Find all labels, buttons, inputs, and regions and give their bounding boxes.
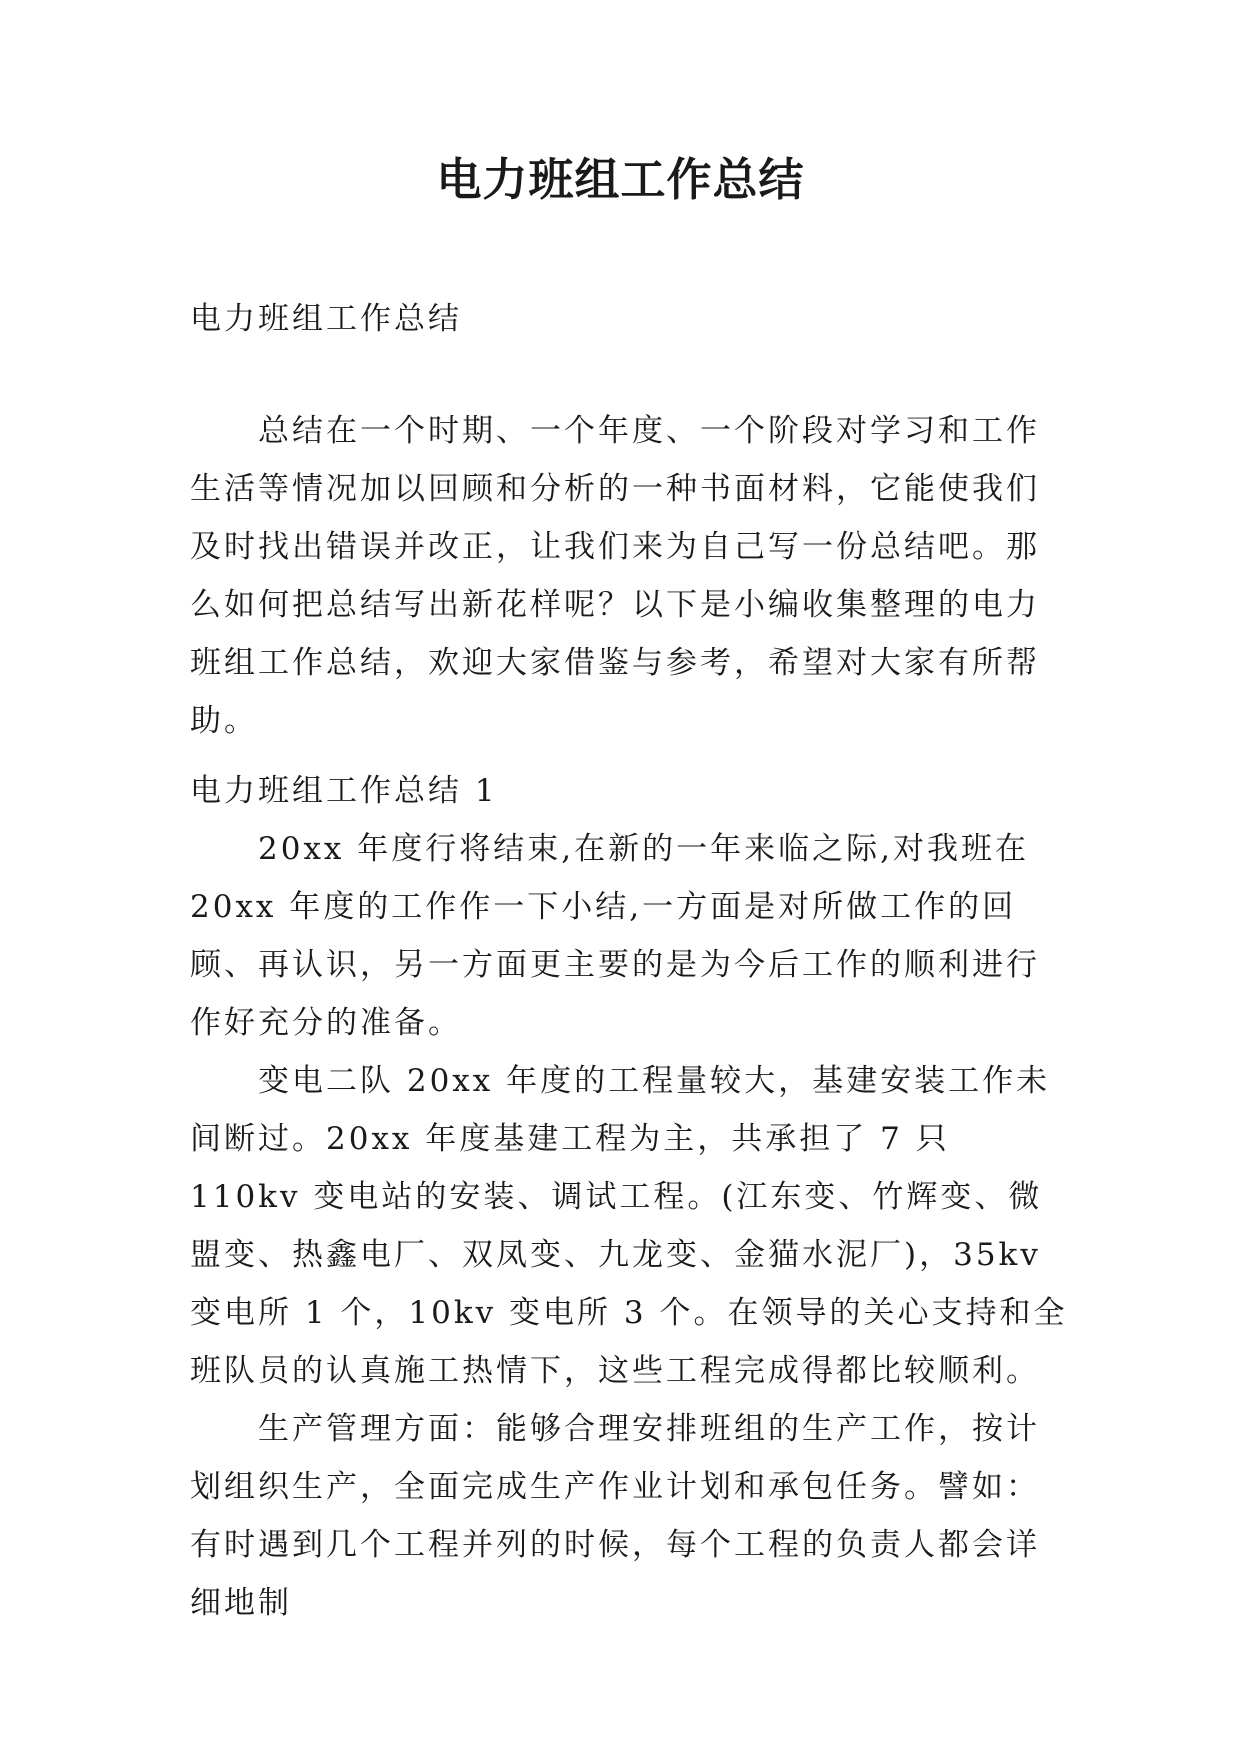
document-title: 电力班组工作总结 [436,153,805,206]
document-subtitle: 电力班组工作总结 [190,301,462,337]
intro-paragraph: 总结在一个时期、一个年度、一个阶段对学习和工作生活等情况加以回顾和分析的一种书面材料，它能使我们及时找出错误并改正，让我们来为自己写一份总结吧。那么如何把总结写出新花样呢？以下是小编收集整理的电力班组工作总结，欢迎大家借鉴与参考，希望对大家有所帮助。 [190,413,1040,739]
team-work-paragraph: 变电二队 20xx 年度的工程量较大，基建安装工作未间断过。20xx 年度基建工程为主，共承担了 7 只 110kv 变电站的安装、调试工程。(江东变、竹辉变、微盟变、热鑫电厂、双凤变、九龙变、金猫水泥厂)，35kv 变电所 1 个，10kv 变电所 3 个。在领导的关心支持和全班队员的认真施工热情下，这些工程完成得都比较顺利。 [190,1063,1068,1389]
production-management-paragraph: 生产管理方面：能够合理安排班组的生产工作，按计划组织生产，全面完成生产作业计划和承包任务。譬如：有时遇到几个工程并列的时候，每个工程的负责人都会详细地制 [190,1411,1040,1621]
section-1-heading: 电力班组工作总结 1 [190,773,498,809]
year-end-paragraph: 20xx 年度行将结束,在新的一年来临之际,对我班在 20xx 年度的工作作一下小结,一方面是对所做工作的回顾、再认识，另一方面更主要的是为今后工作的顺利进行作好充分的准备。 [190,831,1040,1041]
